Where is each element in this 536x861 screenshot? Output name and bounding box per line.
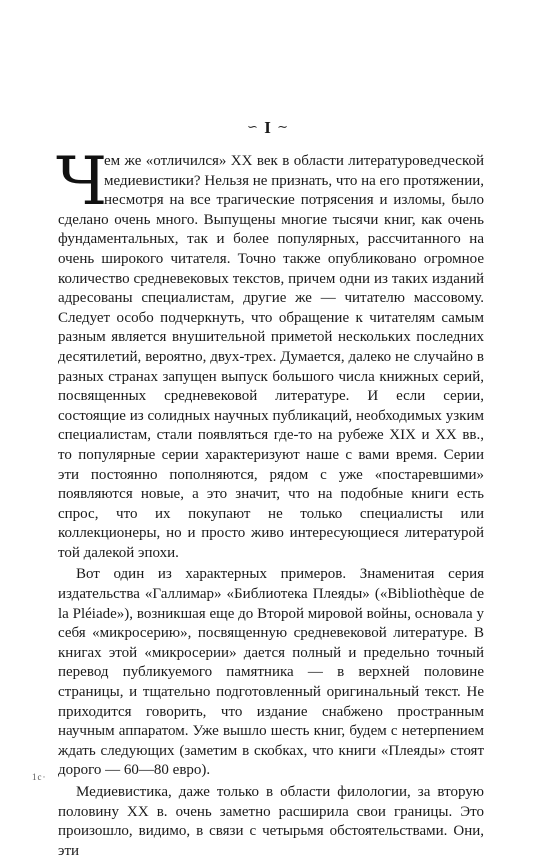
body-text bbox=[56, 143, 484, 861]
paragraph-1 bbox=[56, 143, 484, 563]
paragraph-3: Медиевистика, даже только в области филологии, за вторую половину XX в. очень заметно расширила свои границы. Это произошло, видимо, в связи с четырьмя обстоятельствами. Они, эти bbox=[58, 784, 484, 859]
paragraph-1-text: ем же «отличился» XX век в области литературоведческой медиевистики? Нельзя не признать, что на его протяжении, несмотря на все трагические потрясения и изломы, было сделано очень много. Выпущены многие тысячи книг, как очень фундаментальных, так и более популярных, рассчитанного на очень широкого читателя. Точно также опубликовано огромное количество средневековых текстов, причем одни из таких изданий адресованы специалистам, другие же — читателю массовому. Следует особо подчеркнуть, что обращение к читателям самым разным является внушительной приметой нескольких последних десятилетий, вероятно, двух-трех. Думается, далеко не случайно в разных странах запущен выпуск большого числа книжных серий, посвященных средневековой литературе. И если серии, состоящие из солидных научных публикаций, необходимых узким специалистам, стали появляться где-то на рубеже XIX и XX вв., то популярные серии характеризуют наше с вами время. Серии эти постоянно пополняются, рядом с уже «постаревшими» появляются новые, а это значит, что на подобные книги есть спрос, что их покупают не только специалисты или коллекционеры, но и просто живо интересующиеся литературой той далекой эпохи. bbox=[58, 153, 484, 561]
drop-cap: Ч bbox=[56, 143, 108, 220]
ornament-right-icon: ∼ bbox=[277, 119, 289, 134]
page-number: 1с· bbox=[32, 772, 47, 782]
chapter-heading bbox=[0, 118, 536, 138]
ornament-left-icon: ∽ bbox=[247, 119, 259, 134]
paragraph-2: Вот один из характерных примеров. Знаменитая серия издательства «Галлимар» «Библиотека Плеяды» («Bibliothèque de la Pléiade»), возникшая еще до Второй мировой войны, основала у себя «микросерию», посвященную средневековой литературе. В книгах этой «микросерии» дается полный и предельно точный перевод публикуемого памятника — в верхней половине страницы, и тщательно подготовленный оригинальный текст. Не приходится говорить, что издание снабжено пространным научным аппаратом. Уже вышло шесть книг, будем с нетерпением ждать следующих (заметим в скобках, что книги «Плеяды» стоят дорого — 60—80 евро). bbox=[58, 566, 484, 779]
chapter-numeral: I bbox=[264, 118, 272, 137]
